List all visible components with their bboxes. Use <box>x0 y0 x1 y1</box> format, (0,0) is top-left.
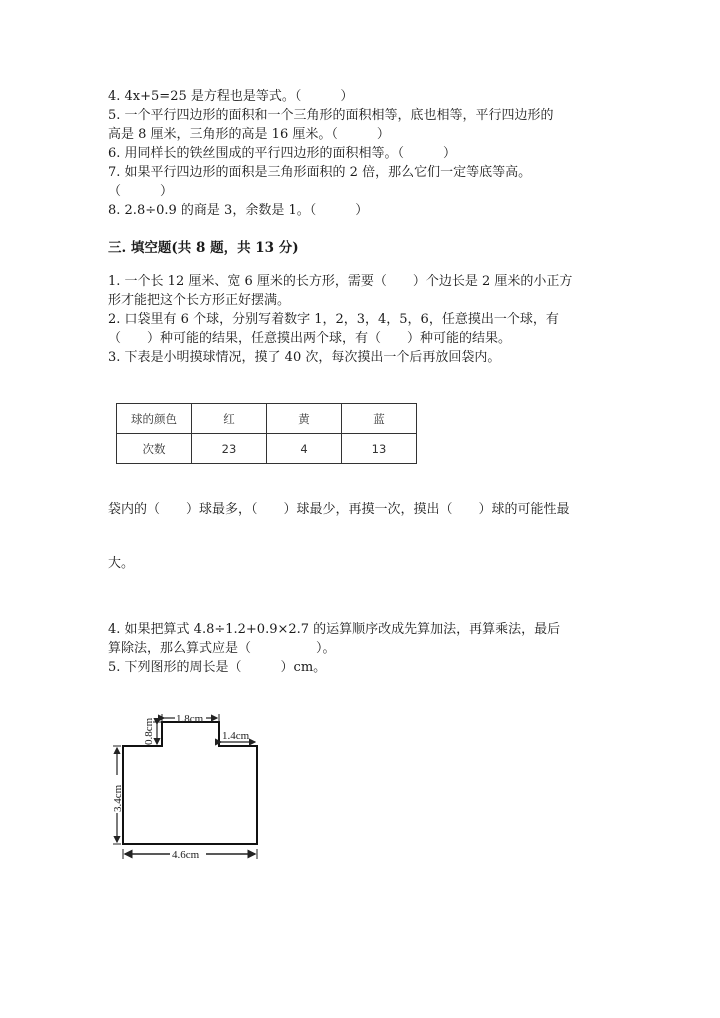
judge-item-6: 6. 用同样长的铁丝围成的平行四边形的面积相等。（ ） <box>108 146 457 161</box>
fill-q4-line2: 算除法，那么算式应是（ ）。 <box>108 641 336 656</box>
fill-q2-line1: 2. 口袋里有 6 个球，分别写着数字 1，2，3，4，5，6，任意摸出一个球，有 <box>108 312 559 327</box>
table-cell: 4 <box>267 434 342 464</box>
fill-q3-line3: 大。 <box>108 556 135 571</box>
table-cell: 蓝 <box>342 404 417 434</box>
table-cell: 球的颜色 <box>117 404 192 434</box>
label-bottom-width: 4.6cm <box>172 849 200 861</box>
judge-item-8: 8. 2.8÷0.9 的商是 3，余数是 1。（ ） <box>108 203 369 218</box>
fill-q5-line1: 5. 下列图形的周长是（ ）cm。 <box>108 660 327 675</box>
table-cell: 红 <box>192 404 267 434</box>
label-top-width: 1.8cm <box>176 713 204 725</box>
judge-item-5-line2: 高是 8 厘米，三角形的高是 16 厘米。（ ） <box>108 127 390 142</box>
fill-q1-line1: 1. 一个长 12 厘米、宽 6 厘米的长方形，需要（ ）个边长是 2 厘米的小正方 <box>108 274 573 289</box>
table-header-row <box>117 404 417 434</box>
perimeter-figure <box>100 695 280 865</box>
fill-q3-line1: 3. 下表是小明摸球情况，摸了 40 次，每次摸出一个后再放回袋内。 <box>108 350 501 365</box>
fill-q3-line2: 袋内的（ ）球最多，（ ）球最少，再摸一次，摸出（ ）球的可能性最 <box>108 502 570 517</box>
label-left-height: 3.4cm <box>112 784 124 812</box>
table-cell: 次数 <box>117 434 192 464</box>
judge-item-5-line1: 5. 一个平行四边形的面积和一个三角形的面积相等，底也相等，平行四边形的 <box>108 108 554 123</box>
judge-item-7-line1: 7. 如果平行四边形的面积是三角形面积的 2 倍，那么它们一定等底等高。 <box>108 165 532 180</box>
fill-q2-line2: （ ）种可能的结果，任意摸出两个球，有（ ）种可能的结果。 <box>108 331 512 346</box>
table-cell: 黄 <box>267 404 342 434</box>
judge-item-7-line2: （ ） <box>108 184 174 199</box>
fill-q4-line1: 4. 如果把算式 4.8÷1.2+0.9×2.7 的运算顺序改成先算加法，再算乘法，最后 <box>108 622 561 637</box>
fill-q1-line2: 形才能把这个长方形正好摆满。 <box>108 293 291 308</box>
section-heading-fill-in: 三. 填空题(共 8 题，共 13 分) <box>108 240 299 256</box>
table-cell: 13 <box>342 434 417 464</box>
label-step-height: 0.8cm <box>143 717 155 745</box>
label-right-shoulder: 1.4cm <box>222 730 250 742</box>
table-cell: 23 <box>192 434 267 464</box>
judge-item-4: 4. 4x+5=25 是方程也是等式。（ ） <box>108 89 354 104</box>
table-row <box>117 434 417 464</box>
ball-count-table <box>116 403 417 464</box>
